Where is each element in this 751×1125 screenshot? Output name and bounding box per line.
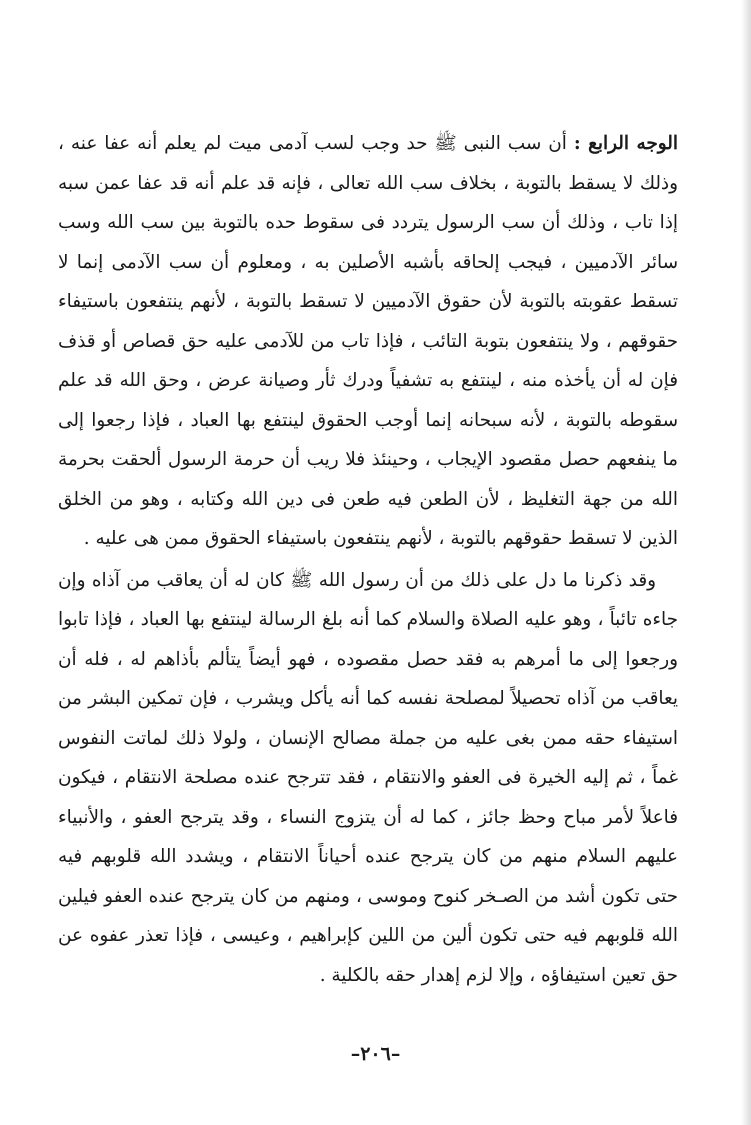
main-text xyxy=(58,124,678,995)
paragraph-1-body: أن سب النبى ﷺ حد وجب لسب آدمى ميت لم يعلم أنه عفا عنه ، وذلك لا يسقط بالتوبة ، بخلاف سب الله تعالى ، فإنه قد علم أنه قد عفا عمن سبه إذا تاب ، وذلك أن سب الرسول يتردد فى سقوط حده بالتوبة بين سب الله وسب سائر الآدميين ، فيجب إلحاقه بأشبه الأصلين به ، ومعلوم أن سب الآدمى إنما لا تسقط عقوبته بالتوبة لأن حقوق الآدميين لا تسقط بالتوبة ، لأنهم ينتفعون باستيفاء حقوقهم ، ولا ينتفعون بتوبة التائب ، فإذا تاب من للآدمى عليه حق قصاص أو قذف فإن له أن يأخذه منه ، لينتفع به تشفياً ودرك ثأر وصيانة عرض ، وحق الله قد علم سقوطه بالتوبة ، لأنه سبحانه إنما أوجب الحقوق لينتفع بها العباد ، فإذا رجعوا إلى ما ينفعهم حصل مقصود الإيجاب ، وحينئذ فلا ريب أن حرمة الرسول ألحقت بحرمة الله من جهة التغليظ ، لأن الطعن فيه طعن فى دين الله وكتابه ، وهو من الخلق الذين لا تسقط حقوقهم بالتوبة ، لأنهم ينتفعون باستيفاء الحقوق ممن هى عليه . xyxy=(58,133,678,549)
paragraph-1 xyxy=(58,124,678,559)
section-heading: الوجه الرابع : xyxy=(573,133,678,154)
paragraph-2: وقد ذكرنا ما دل على ذلك من أن رسول الله ﷺ كان له أن يعاقب من آذاه وإن جاءه تائباً ، وهو عليه الصلاة والسلام كما أنه بلغ الرسالة لينتفع بها العباد ، فإذا تابوا ورجعوا إلى ما أمرهم به فقد حصل مقصوده ، فهو أيضاً يتألم بأذاهم له ، فله أن يعاقب من آذاه تحصيلاً لمصلحة نفسه كما أنه يأكل ويشرب ، فإن تمكين البشر من استيفاء حقه ممن بغى عليه من جملة مصالح الإنسان ، ولولا ذلك لماتت النفوس غماً ، ثم إليه الخيرة فى العفو والانتقام ، فقد تترجح عنده مصلحة الانتقام ، فيكون فاعلاً لأمر مباح وحظ جائز ، كما له أن يتزوج النساء ، وقد يترجح العفو ، والأنبياء عليهم السلام منهم من كان يترجح عنده أحياناً الانتقام ، ويشدد الله قلوبهم فيه حتى تكون أشد من الصـخر كنوح وموسى ، ومنهم من كان يترجح عنده العفو فيلين الله قلوبهم فيه حتى تكون ألين من اللين كإبراهيم ، وعيسى ، فإذا تعذر عفوه عن حق تعين استيفاؤه ، وإلا لزم إهدار حقه بالكلية . xyxy=(58,569,678,986)
page-number: –٢٠٦– xyxy=(350,1043,401,1065)
page-edge-shadow xyxy=(741,0,751,1125)
